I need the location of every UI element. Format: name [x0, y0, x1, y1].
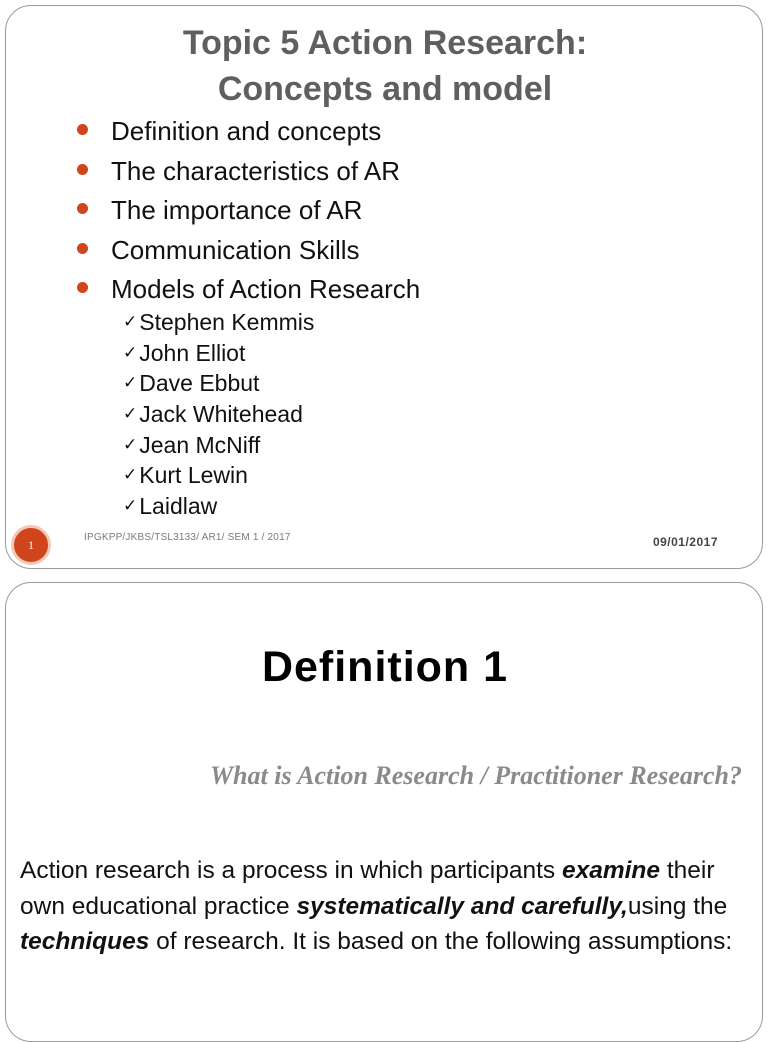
- model-name: Dave Ebbut: [139, 370, 260, 397]
- bullet-text: The importance of AR: [111, 195, 363, 225]
- model-item: [123, 339, 314, 370]
- models-sublist: [123, 308, 314, 523]
- bullet-dot-icon: [77, 124, 88, 135]
- checkmark-icon: ✓: [123, 496, 138, 516]
- checkmark-icon: ✓: [123, 404, 138, 424]
- definition-paragraph: [20, 853, 750, 960]
- checkmark-icon: ✓: [123, 465, 138, 485]
- model-item: [123, 492, 314, 523]
- model-name: Stephen Kemmis: [139, 309, 315, 335]
- bullet-dot-icon: [77, 243, 88, 254]
- bullet-item: [74, 156, 420, 196]
- page-number-badge: 1: [11, 525, 51, 565]
- bullet-dot-icon: [77, 282, 88, 293]
- definition-question: What is Action Research / Practitioner Research?: [209, 761, 742, 790]
- slide-title-line-2: Concepts and model: [217, 70, 553, 108]
- model-name: Jack Whitehead: [139, 401, 303, 428]
- model-item: [123, 400, 314, 431]
- emphasis-systematically: systematically and carefully,: [296, 892, 628, 920]
- slide-title: [6, 20, 764, 112]
- paragraph-text: Action research is a process in which participants: [20, 857, 562, 884]
- model-name: Kurt Lewin: [139, 462, 248, 489]
- footer-course-code: IPGKPP/JKBS/TSL3133/ AR1/ SEM 1 / 2017: [84, 532, 291, 543]
- bullet-text: Models of Action Research: [111, 274, 421, 304]
- bullet-text: The characteristics of AR: [111, 155, 400, 186]
- bullet-dot-icon: [77, 164, 88, 175]
- model-name: John Elliot: [139, 339, 246, 366]
- bullet-text: Communication Skills: [111, 234, 360, 265]
- bullet-item: [74, 116, 420, 156]
- emphasis-techniques: techniques: [20, 928, 150, 955]
- model-item: [123, 369, 314, 400]
- bullet-text: Definition and concepts: [111, 116, 382, 146]
- model-item: [123, 461, 314, 492]
- definition-title: Definition 1: [261, 643, 509, 691]
- bullet-dot-icon: [77, 203, 88, 214]
- model-name: Laidlaw: [139, 493, 218, 520]
- paragraph-text: using the: [627, 892, 728, 920]
- checkmark-icon: ✓: [123, 342, 138, 362]
- bullet-item: [74, 235, 420, 275]
- slide-title-line-1: Topic 5 Action Research:: [182, 24, 588, 62]
- slide-1: [5, 5, 763, 569]
- checkmark-icon: ✓: [123, 434, 138, 454]
- checkmark-icon: ✓: [123, 312, 138, 331]
- footer-date: 09/01/2017: [652, 535, 718, 549]
- topic-bullet-list: [74, 116, 420, 314]
- paragraph-text: of research. It is based on the following assumptions:: [149, 928, 733, 955]
- emphasis-examine: examine: [561, 857, 661, 884]
- model-item: [123, 308, 314, 339]
- slide-2: [5, 582, 763, 1042]
- paragraph-text: their own educational practice: [20, 857, 715, 920]
- checkmark-icon: ✓: [123, 373, 138, 393]
- model-name: Jean McNiff: [139, 431, 261, 458]
- model-item: [123, 431, 314, 462]
- bullet-item: [74, 195, 420, 235]
